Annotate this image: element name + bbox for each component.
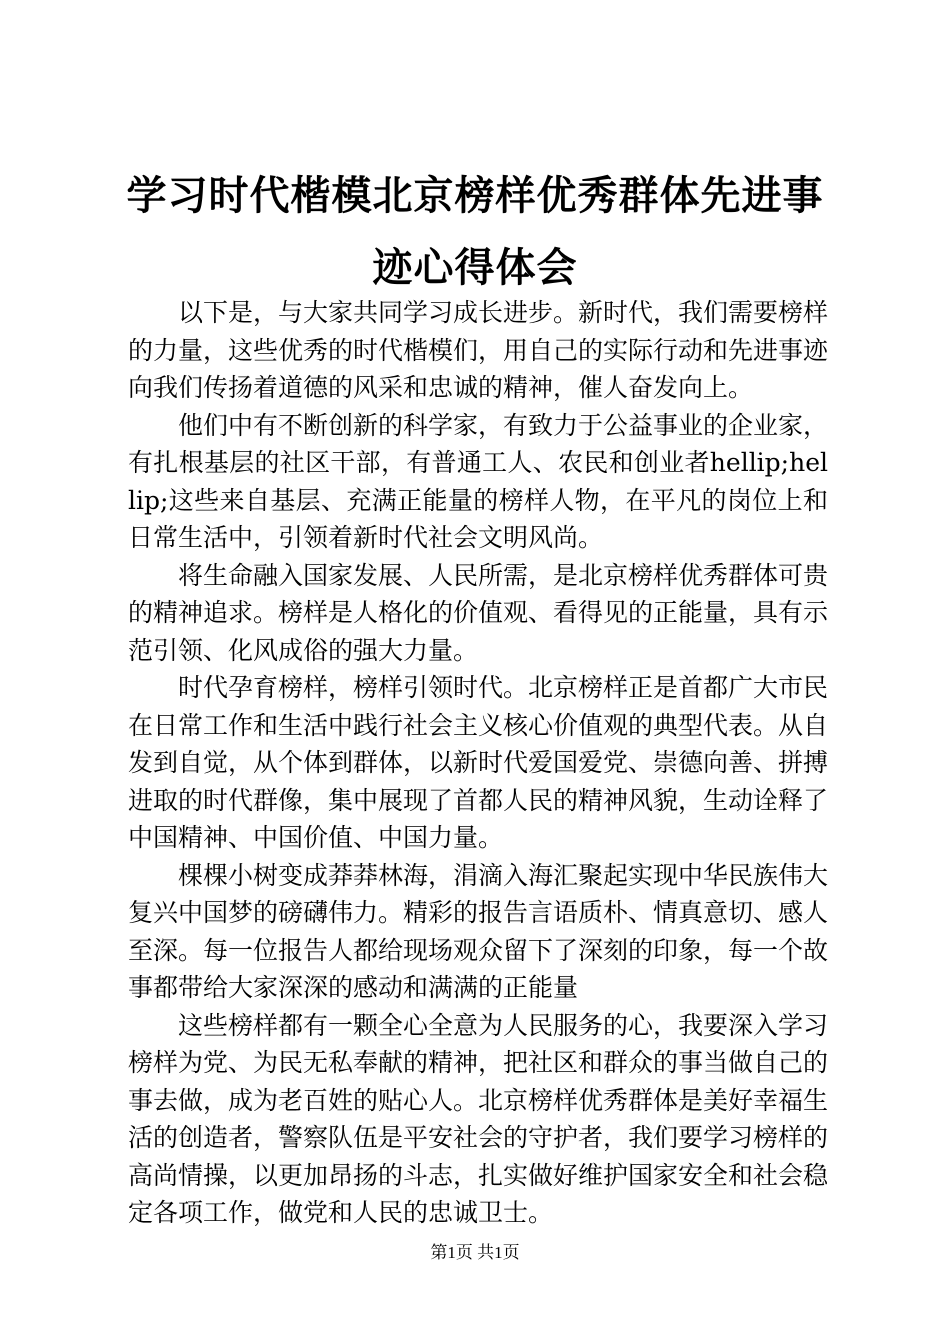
paragraph: 这些榜样都有一颗全心全意为人民服务的心，我要深入学习榜样为党、为民无私奉献的精神，把社区和群众的事当做自己的事去做，成为老百姓的贴心人。北京榜样优秀群体是美好幸福生活的创造者，警察队伍是平安社会的守护者，我们要学习榜样的高尚情操，以更加昂扬的斗志，扎实做好维护国家安全和社会稳定各项工作，做党和人民的忠诚卫士。 xyxy=(128,1010,829,1227)
document-body xyxy=(128,294,828,1232)
paragraph: 以下是，与大家共同学习成长进步。新时代，我们需要榜样的力量，这些优秀的时代楷模们，用自己的实际行动和先进事迹向我们传扬着道德的风采和忠诚的精神，催人奋发向上。 xyxy=(128,298,829,402)
document-title: 学习时代楷模北京榜样优秀群体先进事迹心得体会 xyxy=(126,173,824,291)
paragraph: 将生命融入国家发展、人民所需，是北京榜样优秀群体可贵的精神追求。榜样是人格化的价值观、看得见的正能量，具有示范引领、化风成俗的强大力量。 xyxy=(128,560,829,665)
paragraph: 棵棵小树变成莽莽林海，涓滴入海汇聚起实现中华民族伟大复兴中国梦的磅礴伟力。精彩的报告言语质朴、情真意切、感人至深。每一位报告人都给现场观众留下了深刻的印象，每一个故事都带给大家深深的感动和满满的正能量 xyxy=(128,860,829,1002)
paragraph: 他们中有不断创新的科学家，有致力于公益事业的企业家，有扎根基层的社区干部，有普通工人、农民和创业者hellip;hellip;这些来自基层、充满正能量的榜样人物，在平凡的岗位上和日常生活中，引领着新时代社会文明风尚。 xyxy=(128,410,829,552)
paragraph: 时代孕育榜样，榜样引领时代。北京榜样正是首都广大市民在日常工作和生活中践行社会主义核心价值观的典型代表。从自发到自觉，从个体到群体，以新时代爱国爱党、崇德向善、拼搏进取的时代群像，集中展现了首都人民的精神风貌，生动诠释了中国精神、中国价值、中国力量。 xyxy=(128,673,829,852)
page-footer: 第1页 共1页 xyxy=(430,1243,520,1262)
